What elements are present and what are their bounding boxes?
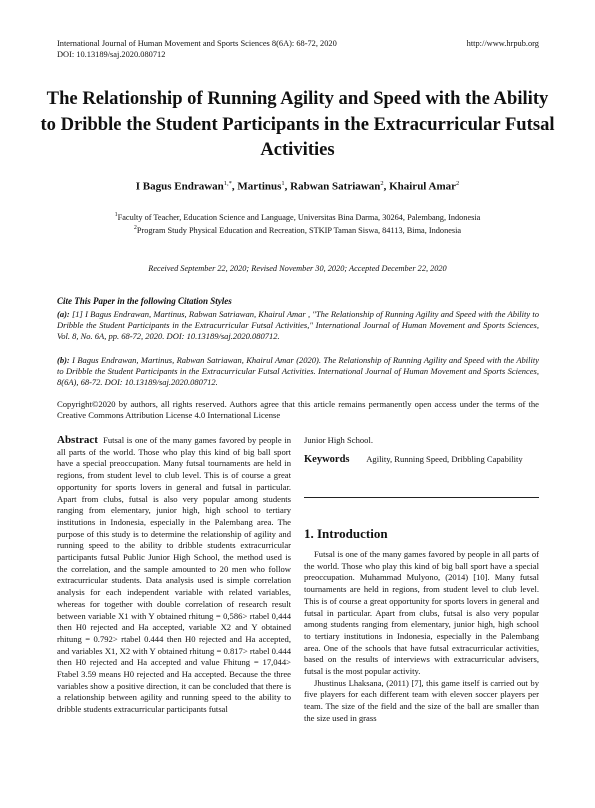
affiliation-line: $^1$Faculty of Teacher, Education Science and Language, Universitas Bina Darma, 30264, Palembang, Indonesia: [114, 212, 481, 222]
keywords-text: Agility, Running Speed, Dribbling Capability: [366, 454, 523, 464]
author-superscript: 1: [281, 180, 285, 187]
paragraph: Futsal is one of the many games favored by people in all parts of the world. Those who play this kind of big ball sport have a special preoccupation. Muhammad Mulyono, (2014) [10]. Many futsal tournaments are held in regions, from student level to club level. This is of course a great opportunity for sports lovers in general and futsal in particular. Apart from clubs, futsal is also very popular among students ranging from elementary, junior high, high school to tertiary institutions in Indonesia, especially in the Palembang area. One of the schools that have futsal extracurricular activities, based on the results of interviews with extracurricular advisers, futsal is the most popular activity.: [304, 549, 539, 677]
author-superscript: 2: [380, 180, 384, 187]
author-list: I Bagus Endrawan$^{1,*}$, Martinus$^1$, Rabwan Satriawan$^2$, Khairul Amar$^2$: [135, 180, 460, 193]
paper-title: The Relationship of Running Agility and Speed with the Ability to Dribble the Student Participants in the Extracurricular Futsal Activities: [40, 88, 555, 160]
abstract: [57, 435, 291, 716]
author-superscript: 1,*: [223, 180, 232, 187]
section-divider: [304, 497, 539, 498]
citation-heading: Cite This Paper in the following Citation Styles: [57, 296, 232, 306]
citation-text-a: [1] I Bagus Endrawan, Martinus, Rabwan Satriawan, Khairul Amar , "The Relationship of Running Agility and Speed with the Ability to Dribble the Student Participants in the Extracurricular Futsal Activities," International Journal of Human Movement and Sports Sciences, Vol. 8, No. 6A, pp. 68-72, 2020. DOI: 10.13189/saj.2020.080712.: [57, 309, 540, 342]
keywords: [304, 454, 539, 466]
citation-style-b: [57, 355, 539, 389]
keywords-label: Keywords: [304, 454, 350, 465]
journal-url[interactable]: http://www.hrpub.org: [466, 39, 539, 48]
author-name: Khairul Amar: [389, 180, 456, 193]
introduction-body: [304, 549, 539, 725]
abstract-label: Abstract: [57, 434, 98, 446]
section-heading-introduction: 1. Introduction: [304, 526, 388, 541]
author-name: Rabwan Satriawan: [290, 180, 381, 193]
citation-label-a: (a):: [57, 309, 70, 319]
affiliations: [40, 210, 555, 236]
abstract-text: Futsal is one of the many games favored by people in all parts of the world. Those who play this kind of big ball sport have a special preoccupation. Many futsal tournaments are held in regions, from student level to club level. This is of course a great opportunity for sports lovers in general and futsal in particular. Apart from clubs, futsal is also very popular among students ranging from elementary, junior high, high school to tertiary institutions in Indonesia, especially in the Palembang area. The purpose of this study is to determine the relationship of agility and running speed to the ability to dribble students extracurricular participants futsal Public Junior High School, the method used is the correlation, and the sample amounted to 20 men who follow extracurricular students. Data analysis used is simple correlation analysis for each independent variable with related variables, whereas for together with double correlation of research result between variable X1 with Y obtained rhitung = 0,586> rtabel 0,444 then H0 rejected and Ha accepted, variable X2 and Y obtained rhitung = 0.792> rtabel 0.444 then H0 rejected and Ha accepted, and variables X1, X2 with Y obtained rhitung = 0.817> rtabel 0.444 then H0 rejected and Ha accepted and value Fhitung = 17,044> Ftabel 3.59 means H0 rejected and Ha accepted. Because the three variables show a positive direction, it can be concluded that there is a relationship between agility and running speed to the ability to dribble students extracurricular participants futsal: [57, 435, 291, 715]
citation-style-a: [57, 309, 539, 343]
paragraph: Jhustinus Lhaksana, (2011) [7], this game itself is carried out by five players for each different team with eleven soccer players per team. The size of the field and the size of the ball are smaller than the size used in grass: [304, 677, 539, 723]
received-dates: Received September 22, 2020; Revised November 30, 2020; Accepted December 22, 2020: [148, 264, 447, 273]
header-doi: DOI: 10.13189/saj.2020.080712: [57, 50, 166, 59]
copyright-notice: Copyright©2020 by authors, all rights reserved. Authors agree that this article remains permanently open access under the terms of the Creative Commons Attribution License 4.0 International License: [57, 399, 539, 420]
author-name: Martinus: [237, 180, 282, 193]
author-superscript: 2: [456, 180, 460, 187]
citation-label-b: (b):: [57, 355, 70, 365]
journal-citation: International Journal of Human Movement and Sports Sciences 8(6A): 68-72, 2020: [57, 39, 337, 48]
affiliation-line: $^2$Program Study Physical Education and Recreation, STKIP Taman Siswa, 84113, Bima, Indonesia: [133, 224, 462, 235]
citation-text-b: I Bagus Endrawan, Martinus, Rabwan Satriawan, Khairul Amar (2020). The Relationship of Running Agility and Speed with the Ability to Dribble the Student Participants in the Extracurricular Futsal Activities. International Journal of Human Movement and Sports Sciences, 8(6A), 68-72. DOI: 10.13189/saj.2020.080712.: [57, 355, 539, 388]
abstract-continued: Junior High School.: [304, 435, 373, 445]
author-name: I Bagus Endrawan: [135, 180, 224, 193]
